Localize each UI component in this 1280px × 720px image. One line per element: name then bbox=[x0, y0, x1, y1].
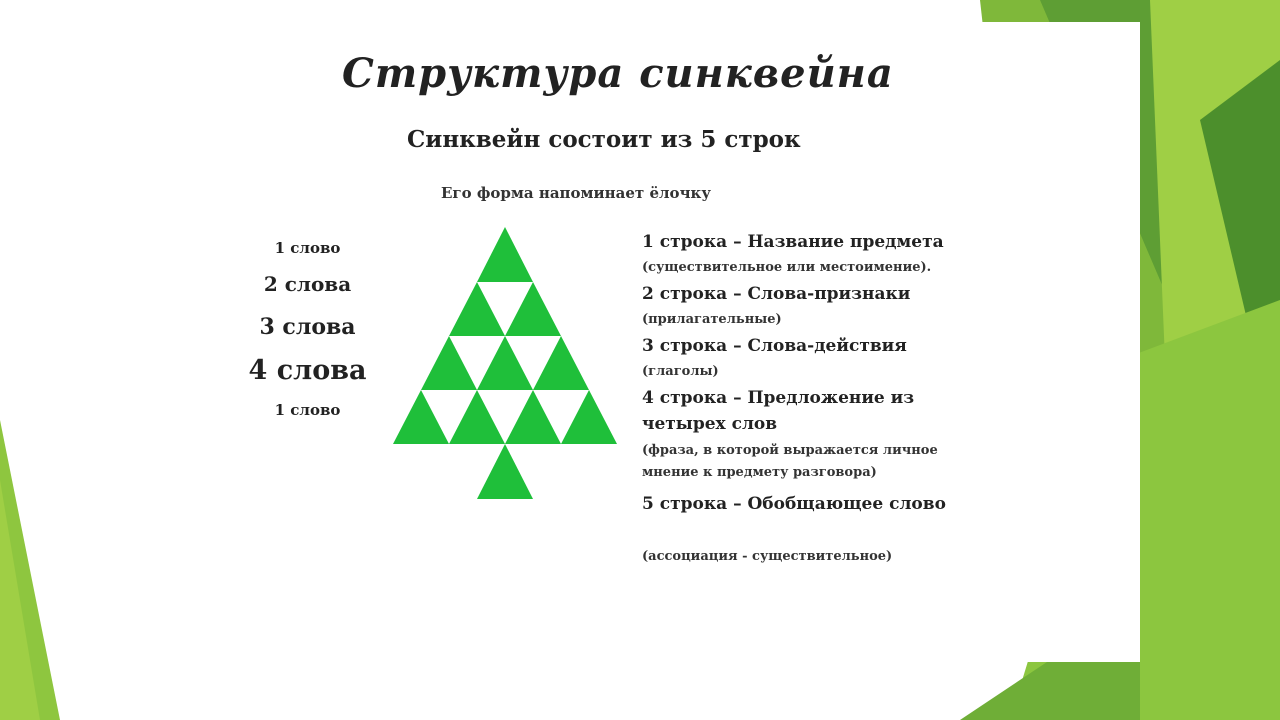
line-3-title: 3 строка – Слова-действия bbox=[642, 336, 907, 356]
line-2-note: (прилагательные) bbox=[642, 312, 782, 327]
tree-triangle bbox=[477, 336, 533, 390]
tree-triangle bbox=[421, 336, 477, 390]
line-5-note: (ассоциация - существительное) bbox=[642, 549, 893, 564]
line-3-note: (глаголы) bbox=[642, 364, 719, 379]
word-count-2: 2 слова bbox=[263, 272, 352, 296]
tree-triangle bbox=[505, 390, 561, 444]
line-4-title: 4 строка – Предложение из bbox=[642, 388, 915, 408]
form-note: Его форма напоминает ёлочку bbox=[441, 184, 711, 202]
tree-triangle bbox=[477, 227, 533, 282]
tree-triangle bbox=[449, 390, 505, 444]
tree-triangle bbox=[533, 336, 589, 390]
tree-triangle bbox=[393, 390, 449, 444]
word-count-5: 1 слово bbox=[274, 401, 341, 419]
word-count-4: 4 слова bbox=[248, 355, 367, 386]
tree-diagram bbox=[390, 227, 620, 499]
line-5-title: 5 строка – Обобщающее слово bbox=[642, 494, 946, 514]
slide-content bbox=[235, 22, 1140, 662]
slide-title: Структура синквейна bbox=[342, 50, 894, 97]
word-count-1: 1 слово bbox=[274, 239, 341, 257]
slide-subtitle: Синквейн состоит из 5 строк bbox=[407, 126, 801, 153]
line-1-title: 1 строка – Название предмета bbox=[642, 232, 944, 252]
line-1-note: (существительное или местоимение). bbox=[642, 260, 932, 275]
tree-triangle bbox=[505, 282, 561, 336]
tree-triangle bbox=[449, 282, 505, 336]
line-4-title-cont: четырех слов bbox=[642, 414, 778, 434]
line-2-title: 2 строка – Слова-признаки bbox=[642, 284, 911, 304]
word-count-3: 3 слова bbox=[259, 314, 356, 340]
line-4-note: (фраза, в которой выражается личное bbox=[642, 443, 938, 458]
tree-trunk-triangle bbox=[477, 444, 533, 499]
line-4-note-cont: мнение к предмету разговора) bbox=[642, 465, 877, 480]
tree-triangle bbox=[561, 390, 617, 444]
